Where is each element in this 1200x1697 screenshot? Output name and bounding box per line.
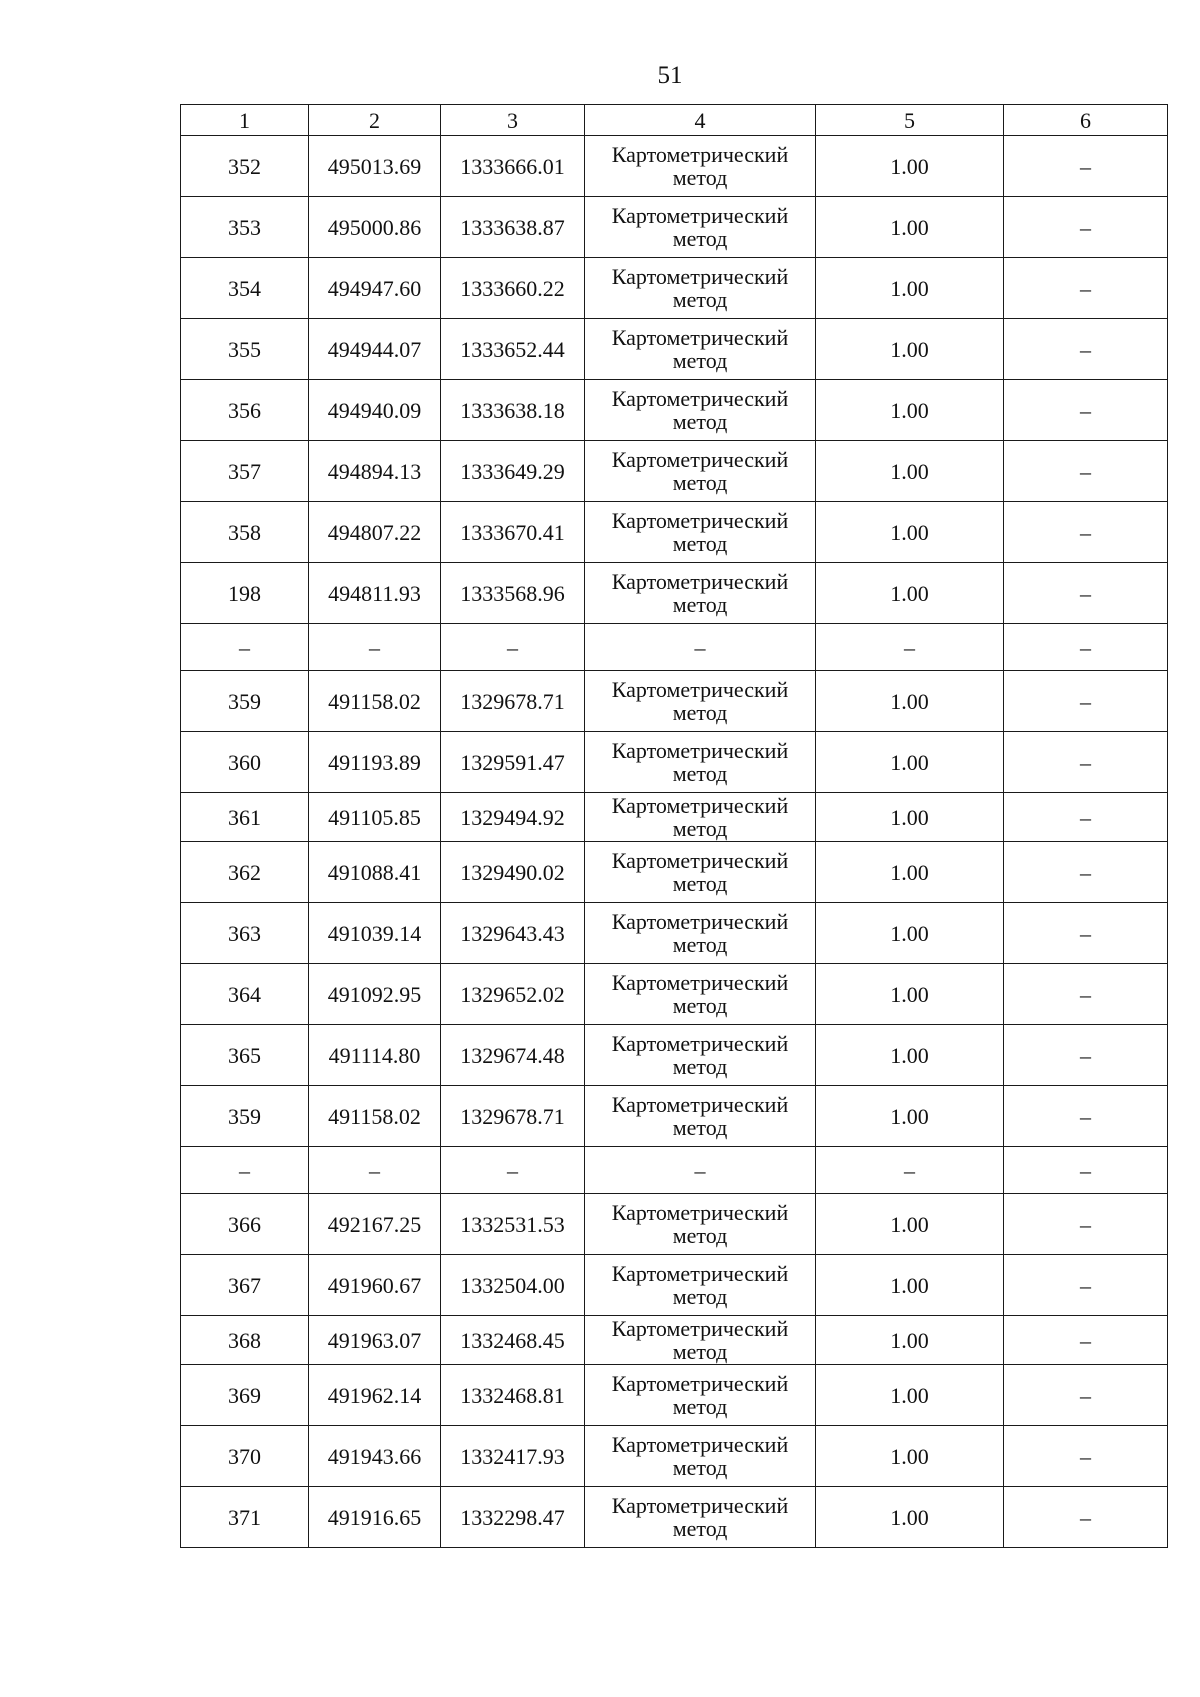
separator-cell: – bbox=[816, 624, 1004, 671]
x-coordinate-cell: 494944.07 bbox=[309, 319, 441, 380]
table-row bbox=[181, 441, 1168, 502]
table-row bbox=[181, 380, 1168, 441]
description-cell: – bbox=[1004, 1487, 1168, 1548]
x-coordinate-cell: 492167.25 bbox=[309, 1194, 441, 1255]
point-number-cell: 353 bbox=[181, 197, 309, 258]
x-coordinate-cell: 495000.86 bbox=[309, 197, 441, 258]
description-cell: – bbox=[1004, 197, 1168, 258]
x-coordinate-cell: 491105.85 bbox=[309, 793, 441, 842]
table-row bbox=[181, 1194, 1168, 1255]
x-coordinate-cell: 491960.67 bbox=[309, 1255, 441, 1316]
point-number-cell: 365 bbox=[181, 1025, 309, 1086]
table-row bbox=[181, 1365, 1168, 1426]
x-coordinate-cell: 494807.22 bbox=[309, 502, 441, 563]
accuracy-cell: 1.00 bbox=[816, 197, 1004, 258]
separator-cell: – bbox=[1004, 1147, 1168, 1194]
description-cell: – bbox=[1004, 903, 1168, 964]
column-header: 3 bbox=[441, 105, 585, 136]
x-coordinate-cell: 491114.80 bbox=[309, 1025, 441, 1086]
page-number: 51 bbox=[657, 62, 683, 89]
method-cell: Картометрический метод bbox=[585, 964, 816, 1025]
method-cell: Картометрический метод bbox=[585, 1025, 816, 1086]
y-coordinate-cell: 1332504.00 bbox=[441, 1255, 585, 1316]
separator-cell: – bbox=[309, 1147, 441, 1194]
point-number-cell: 354 bbox=[181, 258, 309, 319]
x-coordinate-cell: 491158.02 bbox=[309, 671, 441, 732]
separator-cell: – bbox=[309, 624, 441, 671]
point-number-cell: 356 bbox=[181, 380, 309, 441]
accuracy-cell: 1.00 bbox=[816, 1316, 1004, 1365]
description-cell: – bbox=[1004, 380, 1168, 441]
description-cell: – bbox=[1004, 1426, 1168, 1487]
y-coordinate-cell: 1333649.29 bbox=[441, 441, 585, 502]
accuracy-cell: 1.00 bbox=[816, 1255, 1004, 1316]
method-cell: Картометрический метод bbox=[585, 1316, 816, 1365]
accuracy-cell: 1.00 bbox=[816, 903, 1004, 964]
point-number-cell: 369 bbox=[181, 1365, 309, 1426]
point-number-cell: 367 bbox=[181, 1255, 309, 1316]
method-cell: Картометрический метод bbox=[585, 380, 816, 441]
table-row bbox=[181, 793, 1168, 842]
column-header: 1 bbox=[181, 105, 309, 136]
separator-cell: – bbox=[441, 1147, 585, 1194]
method-cell: Картометрический метод bbox=[585, 197, 816, 258]
method-cell: Картометрический метод bbox=[585, 793, 816, 842]
y-coordinate-cell: 1333638.87 bbox=[441, 197, 585, 258]
accuracy-cell: 1.00 bbox=[816, 1487, 1004, 1548]
method-cell: Картометрический метод bbox=[585, 1086, 816, 1147]
y-coordinate-cell: 1333638.18 bbox=[441, 380, 585, 441]
coordinates-table bbox=[180, 104, 1168, 1548]
table-row bbox=[181, 671, 1168, 732]
description-cell: – bbox=[1004, 842, 1168, 903]
accuracy-cell: 1.00 bbox=[816, 964, 1004, 1025]
point-number-cell: 355 bbox=[181, 319, 309, 380]
description-cell: – bbox=[1004, 732, 1168, 793]
separator-cell: – bbox=[181, 1147, 309, 1194]
point-number-cell: 371 bbox=[181, 1487, 309, 1548]
method-cell: Картометрический метод bbox=[585, 563, 816, 624]
method-cell: Картометрический метод bbox=[585, 903, 816, 964]
y-coordinate-cell: 1333568.96 bbox=[441, 563, 585, 624]
table-row bbox=[181, 842, 1168, 903]
point-number-cell: 360 bbox=[181, 732, 309, 793]
point-number-cell: 359 bbox=[181, 1086, 309, 1147]
method-cell: Картометрический метод bbox=[585, 319, 816, 380]
accuracy-cell: 1.00 bbox=[816, 793, 1004, 842]
method-cell: Картометрический метод bbox=[585, 1255, 816, 1316]
y-coordinate-cell: 1329678.71 bbox=[441, 1086, 585, 1147]
point-number-cell: 358 bbox=[181, 502, 309, 563]
point-number-cell: 366 bbox=[181, 1194, 309, 1255]
column-header: 5 bbox=[816, 105, 1004, 136]
y-coordinate-cell: 1329652.02 bbox=[441, 964, 585, 1025]
x-coordinate-cell: 491963.07 bbox=[309, 1316, 441, 1365]
y-coordinate-cell: 1332468.45 bbox=[441, 1316, 585, 1365]
description-cell: – bbox=[1004, 1194, 1168, 1255]
point-number-cell: 361 bbox=[181, 793, 309, 842]
separator-cell: – bbox=[181, 624, 309, 671]
x-coordinate-cell: 494947.60 bbox=[309, 258, 441, 319]
point-number-cell: 370 bbox=[181, 1426, 309, 1487]
x-coordinate-cell: 494811.93 bbox=[309, 563, 441, 624]
method-cell: Картометрический метод bbox=[585, 136, 816, 197]
description-cell: – bbox=[1004, 1316, 1168, 1365]
accuracy-cell: 1.00 bbox=[816, 441, 1004, 502]
separator-row bbox=[181, 624, 1168, 671]
x-coordinate-cell: 494940.09 bbox=[309, 380, 441, 441]
accuracy-cell: 1.00 bbox=[816, 671, 1004, 732]
y-coordinate-cell: 1332531.53 bbox=[441, 1194, 585, 1255]
y-coordinate-cell: 1332417.93 bbox=[441, 1426, 585, 1487]
table-row bbox=[181, 258, 1168, 319]
y-coordinate-cell: 1329643.43 bbox=[441, 903, 585, 964]
separator-cell: – bbox=[585, 624, 816, 671]
x-coordinate-cell: 494894.13 bbox=[309, 441, 441, 502]
table-header-row bbox=[181, 105, 1168, 136]
column-header: 6 bbox=[1004, 105, 1168, 136]
description-cell: – bbox=[1004, 136, 1168, 197]
table-row bbox=[181, 502, 1168, 563]
point-number-cell: 359 bbox=[181, 671, 309, 732]
y-coordinate-cell: 1333652.44 bbox=[441, 319, 585, 380]
x-coordinate-cell: 495013.69 bbox=[309, 136, 441, 197]
column-header: 2 bbox=[309, 105, 441, 136]
description-cell: – bbox=[1004, 1025, 1168, 1086]
column-header: 4 bbox=[585, 105, 816, 136]
y-coordinate-cell: 1329490.02 bbox=[441, 842, 585, 903]
accuracy-cell: 1.00 bbox=[816, 1086, 1004, 1147]
x-coordinate-cell: 491962.14 bbox=[309, 1365, 441, 1426]
accuracy-cell: 1.00 bbox=[816, 563, 1004, 624]
y-coordinate-cell: 1329591.47 bbox=[441, 732, 585, 793]
separator-cell: – bbox=[816, 1147, 1004, 1194]
table-row bbox=[181, 1025, 1168, 1086]
point-number-cell: 198 bbox=[181, 563, 309, 624]
point-number-cell: 352 bbox=[181, 136, 309, 197]
point-number-cell: 357 bbox=[181, 441, 309, 502]
description-cell: – bbox=[1004, 502, 1168, 563]
point-number-cell: 362 bbox=[181, 842, 309, 903]
table-row bbox=[181, 1426, 1168, 1487]
y-coordinate-cell: 1332298.47 bbox=[441, 1487, 585, 1548]
separator-cell: – bbox=[1004, 624, 1168, 671]
point-number-cell: 368 bbox=[181, 1316, 309, 1365]
description-cell: – bbox=[1004, 319, 1168, 380]
method-cell: Картометрический метод bbox=[585, 732, 816, 793]
x-coordinate-cell: 491193.89 bbox=[309, 732, 441, 793]
method-cell: Картометрический метод bbox=[585, 842, 816, 903]
y-coordinate-cell: 1333670.41 bbox=[441, 502, 585, 563]
table-body bbox=[181, 136, 1168, 1548]
method-cell: Картометрический метод bbox=[585, 502, 816, 563]
accuracy-cell: 1.00 bbox=[816, 842, 1004, 903]
y-coordinate-cell: 1329674.48 bbox=[441, 1025, 585, 1086]
description-cell: – bbox=[1004, 671, 1168, 732]
table-row bbox=[181, 1255, 1168, 1316]
table-row bbox=[181, 563, 1168, 624]
method-cell: Картометрический метод bbox=[585, 1365, 816, 1426]
x-coordinate-cell: 491916.65 bbox=[309, 1487, 441, 1548]
accuracy-cell: 1.00 bbox=[816, 1194, 1004, 1255]
table-row bbox=[181, 1086, 1168, 1147]
accuracy-cell: 1.00 bbox=[816, 319, 1004, 380]
x-coordinate-cell: 491092.95 bbox=[309, 964, 441, 1025]
separator-cell: – bbox=[585, 1147, 816, 1194]
x-coordinate-cell: 491158.02 bbox=[309, 1086, 441, 1147]
accuracy-cell: 1.00 bbox=[816, 258, 1004, 319]
method-cell: Картометрический метод bbox=[585, 1194, 816, 1255]
accuracy-cell: 1.00 bbox=[816, 502, 1004, 563]
description-cell: – bbox=[1004, 258, 1168, 319]
method-cell: Картометрический метод bbox=[585, 671, 816, 732]
description-cell: – bbox=[1004, 1365, 1168, 1426]
table-row bbox=[181, 1316, 1168, 1365]
table-row bbox=[181, 964, 1168, 1025]
description-cell: – bbox=[1004, 441, 1168, 502]
point-number-cell: 363 bbox=[181, 903, 309, 964]
separator-cell: – bbox=[441, 624, 585, 671]
table-row bbox=[181, 136, 1168, 197]
accuracy-cell: 1.00 bbox=[816, 380, 1004, 441]
description-cell: – bbox=[1004, 793, 1168, 842]
description-cell: – bbox=[1004, 964, 1168, 1025]
method-cell: Картометрический метод bbox=[585, 441, 816, 502]
accuracy-cell: 1.00 bbox=[816, 732, 1004, 793]
table-row bbox=[181, 732, 1168, 793]
table-row bbox=[181, 1487, 1168, 1548]
y-coordinate-cell: 1333660.22 bbox=[441, 258, 585, 319]
y-coordinate-cell: 1329494.92 bbox=[441, 793, 585, 842]
table-row bbox=[181, 319, 1168, 380]
y-coordinate-cell: 1329678.71 bbox=[441, 671, 585, 732]
method-cell: Картометрический метод bbox=[585, 258, 816, 319]
accuracy-cell: 1.00 bbox=[816, 136, 1004, 197]
accuracy-cell: 1.00 bbox=[816, 1365, 1004, 1426]
x-coordinate-cell: 491039.14 bbox=[309, 903, 441, 964]
description-cell: – bbox=[1004, 1255, 1168, 1316]
y-coordinate-cell: 1333666.01 bbox=[441, 136, 585, 197]
x-coordinate-cell: 491088.41 bbox=[309, 842, 441, 903]
accuracy-cell: 1.00 bbox=[816, 1025, 1004, 1086]
point-number-cell: 364 bbox=[181, 964, 309, 1025]
method-cell: Картометрический метод bbox=[585, 1426, 816, 1487]
description-cell: – bbox=[1004, 563, 1168, 624]
separator-row bbox=[181, 1147, 1168, 1194]
method-cell: Картометрический метод bbox=[585, 1487, 816, 1548]
description-cell: – bbox=[1004, 1086, 1168, 1147]
y-coordinate-cell: 1332468.81 bbox=[441, 1365, 585, 1426]
table-row bbox=[181, 903, 1168, 964]
x-coordinate-cell: 491943.66 bbox=[309, 1426, 441, 1487]
table-row bbox=[181, 197, 1168, 258]
accuracy-cell: 1.00 bbox=[816, 1426, 1004, 1487]
